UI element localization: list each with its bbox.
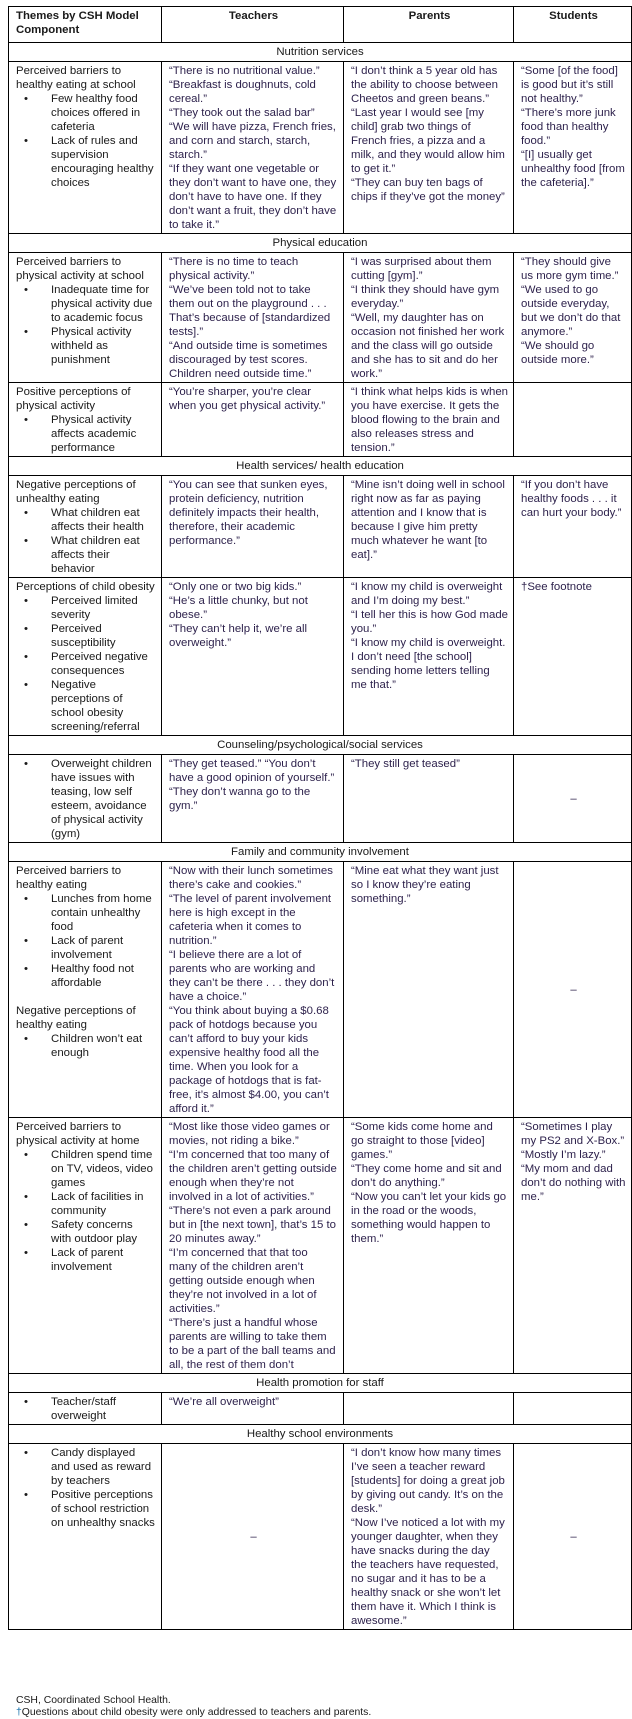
quote: “I know my child is overweight. I don’t need [the school] sending home letters telling me that.” <box>351 637 506 691</box>
theme-bullets <box>16 92 156 190</box>
section-row <box>9 843 632 862</box>
section-row <box>9 1425 632 1444</box>
theme-heading: Perceived barriers to healthy eating <box>16 865 122 891</box>
theme-heading: Negative perceptions of healthy eating <box>16 1005 136 1031</box>
theme-bullet: • Few healthy food choices offered in cafeteria <box>16 92 156 134</box>
dagger-symbol: † <box>16 1707 22 1718</box>
teachers-cell <box>162 1118 344 1374</box>
quote: “Most like those video games or movies, not riding a bike.” <box>169 1121 330 1147</box>
theme-bullet: • Inadequate time for physical activity due to academic focus <box>16 283 156 325</box>
quote: “The level of parent involvement here is high except in the cafeteria when it comes to nutrition.” <box>169 893 332 947</box>
quote: “I think what helps kids is when you have exercise. It gets the blood flowing to the brain and also releases stress and tension.” <box>351 386 509 454</box>
quote: “You’re sharper, you’re clear when you get physical activity.” <box>169 386 326 412</box>
quote: “I was surprised about them cutting [gym].” <box>351 256 492 282</box>
quote: “They should give us more gym time.” <box>521 256 619 282</box>
quote: “Sometimes I play my PS2 and X-Box.” <box>521 1121 625 1147</box>
theme-bullets <box>16 506 156 576</box>
theme-cell <box>9 578 162 736</box>
footnote-dagger <box>16 1706 371 1719</box>
section-title: Healthy school environments <box>9 1425 632 1444</box>
header-students: Students <box>514 7 632 43</box>
quote: “They can’t help it, we’re all overweight.” <box>169 623 308 649</box>
table-row <box>9 1118 632 1374</box>
theme-cell <box>9 862 162 1118</box>
theme-bullet: • Teacher/staff overweight <box>16 1395 156 1423</box>
theme-bullet: • Healthy food not affordable <box>16 962 156 990</box>
teachers-cell <box>162 1444 344 1630</box>
theme-bullet: • Safety concerns with outdoor play <box>16 1218 156 1246</box>
section-title: Counseling/psychological/social services <box>9 736 632 755</box>
quote: “My mom and dad don’t do nothing with me.” <box>521 1163 626 1203</box>
theme-cell <box>9 755 162 843</box>
table-row <box>9 578 632 736</box>
quote: “There is no time to teach physical activity.” <box>169 256 299 282</box>
quote: “If they want one vegetable or they don’t want to have one, they don’t have to have one. If they don’t want a fruit, they don’t have to take it.” <box>169 163 337 231</box>
teachers-cell <box>162 253 344 383</box>
quote: “We’ve been told not to take them out on the playground . . . That’s because of [standardized tests].” <box>169 284 331 338</box>
empty-dash: – <box>570 984 577 996</box>
quote: “They don’t wanna go to the gym.” <box>169 786 311 812</box>
theme-bullets <box>16 594 156 734</box>
section-row <box>9 1374 632 1393</box>
empty-dash: – <box>570 1531 577 1543</box>
section-title: Family and community involvement <box>9 843 632 862</box>
table-row <box>9 862 632 1118</box>
theme-cell <box>9 1393 162 1425</box>
theme-bullet: • Lunches from home contain unhealthy food <box>16 892 156 934</box>
section-row <box>9 234 632 253</box>
teachers-cell <box>162 755 344 843</box>
section-row <box>9 43 632 62</box>
quote: “You think about buying a $0.68 pack of hotdogs because you can’t afford to buy your kids expensive healthy food all the time. When you look for a package of hotdogs that is fat-free, it’s almost $4.00, you can’t afford it.” <box>169 1005 329 1115</box>
header-teachers: Teachers <box>162 7 344 43</box>
quote: “Mostly I’m lazy.” <box>521 1149 606 1161</box>
quote: “Only one or two big kids.” <box>169 581 302 593</box>
quote: “He’s a little chunky, but not obese.” <box>169 595 308 621</box>
quote: “Last year I would see [my child] grab two things of French fries, a pizza and a milk, and they would allow him to get it.” <box>351 107 505 175</box>
themes-table <box>8 6 632 1630</box>
quote: “We used to go outside everyday, but we don’t do that anymore.” <box>521 284 621 338</box>
quote: “Well, my daughter has on occasion not finished her work and the class will go outside and she has to sit and do her work.” <box>351 312 505 380</box>
theme-cell <box>9 383 162 457</box>
theme-bullet: • What children eat affects their health <box>16 506 156 534</box>
teachers-cell <box>162 862 344 1118</box>
quote: “There’s just a handful whose parents are willing to take them to be a part of the ball teams and all, the rest of them don’t <box>169 1317 336 1371</box>
theme-heading: Positive perceptions of physical activity <box>16 386 131 412</box>
table-row <box>9 62 632 234</box>
header-themes: Themes by CSH Model Component <box>9 7 162 43</box>
quote: “I’m concerned that that too many of the children aren’t getting outside enough when they’re not involved in a lot of activities.” <box>169 1247 317 1315</box>
theme-bullets <box>16 1148 156 1274</box>
table-row <box>9 1393 632 1425</box>
quote: “Breakfast is doughnuts, cold cereal.” <box>169 79 316 105</box>
theme-bullet: • Lack of facilities in community <box>16 1190 156 1218</box>
students-cell <box>514 253 632 383</box>
quote: “Now I’ve noticed a lot with my younger daughter, when they have snacks during the day the teachers have requested, no sugar and it has to be a healthy snack or she won’t let them have it. Which I think is awesome.” <box>351 1517 505 1627</box>
section-title: Health services/ health education <box>9 457 632 476</box>
footnote-abbreviation: CSH, Coordinated School Health. <box>16 1695 171 1706</box>
teachers-cell <box>162 578 344 736</box>
quote: “We should go outside more.” <box>521 340 595 366</box>
theme-heading: Negative perceptions of unhealthy eating <box>16 479 136 505</box>
theme-bullet: • Lack of parent involvement <box>16 934 156 962</box>
parents-cell <box>344 253 514 383</box>
theme-bullets <box>16 757 156 841</box>
teachers-cell <box>162 1393 344 1425</box>
quote: “I think they should have gym everyday.” <box>351 284 500 310</box>
table-row <box>9 755 632 843</box>
parents-cell <box>344 862 514 1118</box>
theme-bullet: • Lack of rules and supervision encouraging healthy choices <box>16 134 156 190</box>
theme-bullet: • Overweight children have issues with teasing, low self esteem, avoidance of physical activity (gym) <box>16 757 156 841</box>
theme-bullets <box>16 1446 156 1530</box>
theme-bullet: • Positive perceptions of school restriction on unhealthy snacks <box>16 1488 156 1530</box>
theme-bullets <box>16 1395 156 1423</box>
quote: “We will have pizza, French fries, and corn and starch, starch, starch.” <box>169 121 336 161</box>
table-row <box>9 1444 632 1630</box>
students-cell <box>514 476 632 578</box>
theme-heading: Perceived barriers to healthy eating at school <box>16 65 136 91</box>
students-cell <box>514 862 632 1118</box>
theme-bullets <box>16 1032 156 1060</box>
theme-cell <box>9 476 162 578</box>
section-title: Health promotion for staff <box>9 1374 632 1393</box>
theme-bullets <box>16 892 156 990</box>
teachers-cell <box>162 62 344 234</box>
quote: “They come home and sit and don’t do anything.” <box>351 1163 502 1189</box>
quote: “I don’t think a 5 year old has the ability to choose between Cheetos and green beans.” <box>351 65 498 105</box>
quote: “Now with their lunch sometimes there’s cake and cookies.” <box>169 865 333 891</box>
theme-cell <box>9 62 162 234</box>
section-row <box>9 457 632 476</box>
quote: “I don’t know how many times I’ve seen a teacher reward [students] for doing a great job by giving out candy. It’s on the desk.” <box>351 1447 505 1515</box>
teachers-cell <box>162 476 344 578</box>
students-cell <box>514 1444 632 1630</box>
parents-cell <box>344 578 514 736</box>
quote: “Some [of the food] is good but it’s still not healthy.” <box>521 65 618 105</box>
quote: “Now you can’t let your kids go in the road or the woods, something would happen to them.” <box>351 1191 507 1245</box>
quote: “I know my child is overweight and I’m doing my best.” <box>351 581 503 607</box>
parents-cell <box>344 1118 514 1374</box>
theme-bullet: • Children spend time on TV, videos, video games <box>16 1148 156 1190</box>
section-title: Nutrition services <box>9 43 632 62</box>
theme-bullet: • Physical activity withheld as punishment <box>16 325 156 367</box>
table-row <box>9 253 632 383</box>
quote: “Mine isn’t doing well in school right now as far as paying attention and I know that is because I give him pretty much whatever he want [to eat].” <box>351 479 505 561</box>
table-row <box>9 476 632 578</box>
empty-dash: – <box>570 793 577 805</box>
theme-heading: Perceived barriers to physical activity at school <box>16 256 144 282</box>
theme-bullet: • Physical activity affects academic performance <box>16 413 156 455</box>
parents-cell <box>344 383 514 457</box>
students-cell <box>514 1118 632 1374</box>
theme-bullet: • Negative perceptions of school obesity screening/referral <box>16 678 156 734</box>
students-cell <box>514 755 632 843</box>
quote: †See footnote <box>521 581 592 593</box>
theme-bullet: • Perceived negative consequences <box>16 650 156 678</box>
theme-bullet: • What children eat affects their behavior <box>16 534 156 576</box>
table-row <box>9 383 632 457</box>
quote: “[I] usually get unhealthy food [from the cafeteria].” <box>521 149 625 189</box>
quote: “I’m concerned that too many of the children aren’t getting outside enough when they’re not involved in a lot of activities.” <box>169 1149 337 1203</box>
parents-cell <box>344 62 514 234</box>
theme-bullet: • Candy displayed and used as reward by teachers <box>16 1446 156 1488</box>
theme-cell <box>9 253 162 383</box>
table-body <box>9 43 632 1630</box>
students-cell <box>514 1393 632 1425</box>
parents-cell <box>344 1393 514 1425</box>
quote: “They took out the salad bar” <box>169 107 315 119</box>
section-row <box>9 736 632 755</box>
theme-cell <box>9 1444 162 1630</box>
theme-bullet: • Lack of parent involvement <box>16 1246 156 1274</box>
quote: “If you don’t have healthy foods . . . it can hurt your body.” <box>521 479 622 519</box>
students-cell <box>514 383 632 457</box>
quote: “There is no nutritional value.” <box>169 65 320 77</box>
theme-bullets <box>16 413 156 455</box>
theme-bullet: • Perceived susceptibility <box>16 622 156 650</box>
quote: “They get teased.” “You don’t have a good opinion of yourself.” <box>169 758 335 784</box>
quote: “Some kids come home and go straight to those [video] games.” <box>351 1121 493 1161</box>
spacer <box>16 990 156 1004</box>
parents-cell <box>344 755 514 843</box>
theme-heading: Perceived barriers to physical activity at home <box>16 1121 140 1147</box>
theme-bullet: • Children won’t eat enough <box>16 1032 156 1060</box>
quote: “We’re all overweight” <box>169 1396 279 1408</box>
quote: “There’s more junk food than healthy food.” <box>521 107 616 147</box>
quote: “I tell her this is how God made you.” <box>351 609 509 635</box>
parents-cell <box>344 1444 514 1630</box>
parents-cell <box>344 476 514 578</box>
teachers-cell <box>162 383 344 457</box>
header-row <box>9 7 632 43</box>
theme-heading: Perceptions of child obesity <box>16 581 155 593</box>
students-cell <box>514 578 632 736</box>
students-cell <box>514 62 632 234</box>
quote: “I believe there are a lot of parents who are working and they can’t be there . . . they don’t have a choice.” <box>169 949 335 1003</box>
quote: “They can buy ten bags of chips if they’ve got the money” <box>351 177 505 203</box>
quote: “Mine eat what they want just so I know they’re eating something.” <box>351 865 499 905</box>
theme-cell <box>9 1118 162 1374</box>
theme-bullet: • Perceived limited severity <box>16 594 156 622</box>
theme-bullets <box>16 283 156 367</box>
quote: “There’s not even a park around but in [the next town], that’s 15 to 20 minutes away.” <box>169 1205 336 1245</box>
quote: “They still get teased” <box>351 758 460 770</box>
header-parents: Parents <box>344 7 514 43</box>
quote: “And outside time is sometimes discouraged by test scores. Children need outside time.” <box>169 340 328 380</box>
section-title: Physical education <box>9 234 632 253</box>
empty-dash: – <box>250 1531 257 1543</box>
quote: “You can see that sunken eyes, protein deficiency, nutrition definitely impacts their health, therefore, their academic performance.” <box>169 479 328 547</box>
footnote-dagger-text: Questions about child obesity were only addressed to teachers and parents. <box>21 1707 372 1718</box>
